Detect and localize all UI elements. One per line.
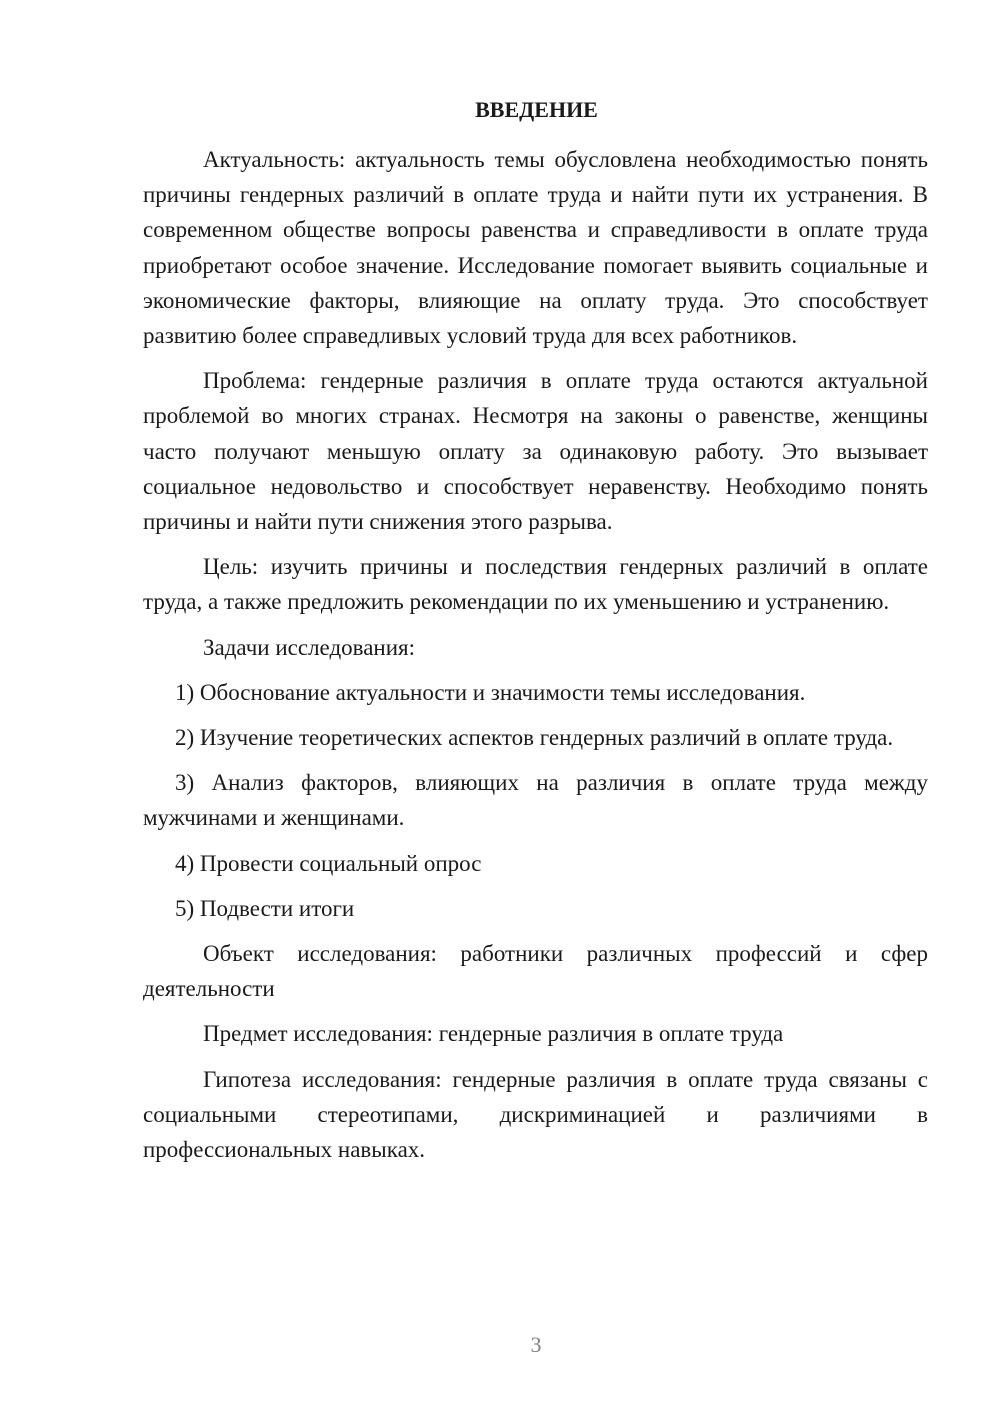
paragraph-tasks-heading: Задачи исследования: bbox=[203, 634, 416, 660]
task-item: 2) Изучение теоретических аспектов гендерных различий в оплате труда. bbox=[175, 725, 894, 751]
paragraph-goal: Цель: изучить причины и последствия гендерных различий в оплате труда, а также предложить рекомендации по их уменьшению и устранению. bbox=[143, 554, 928, 615]
paragraph-problem: Проблема: гендерные различия в оплате труда остаются актуальной проблемой во многих странах. Несмотря на законы о равенстве, женщины часто получают меньшую оплату за одинаковую работу. Это вызывает социальное недовольство и способствует неравенству. Необходимо понять причины и найти пути снижения этого разрыва. bbox=[143, 368, 928, 535]
page-number: 3 bbox=[530, 1332, 542, 1357]
paragraph-subject: Предмет исследования: гендерные различия в оплате труда bbox=[203, 1021, 784, 1047]
task-item: 1) Обоснование актуальности и значимости темы исследования. bbox=[175, 679, 806, 705]
paragraph-relevance: Актуальность: актуальность темы обусловлена необходимостью понять причины гендерных различий в оплате труда и найти пути их устранения. В современном обществе вопросы равенства и справедливости в оплате труда приобретают особое значение. Исследование помогает выявить социальные и экономические факторы, влияющие на оплату труда. Это способствует развитию более справедливых условий труда для всех работников. bbox=[143, 147, 928, 349]
task-item: 5) Подвести итоги bbox=[175, 895, 355, 921]
task-item: 3) Анализ факторов, влияющих на различия в оплате труда между мужчинами и женщинами. bbox=[143, 770, 928, 831]
page-title: ВВЕДЕНИЕ bbox=[475, 97, 598, 122]
page-content bbox=[143, 92, 928, 1167]
paragraph-hypothesis: Гипотеза исследования: гендерные различия в оплате труда связаны с социальными стереотипами, дискриминацией и различиями в профессиональных навыках. bbox=[143, 1066, 928, 1163]
paragraph-object: Объект исследования: работники различных профессий и сфер деятельности bbox=[143, 941, 928, 1002]
task-item: 4) Провести социальный опрос bbox=[175, 850, 482, 876]
